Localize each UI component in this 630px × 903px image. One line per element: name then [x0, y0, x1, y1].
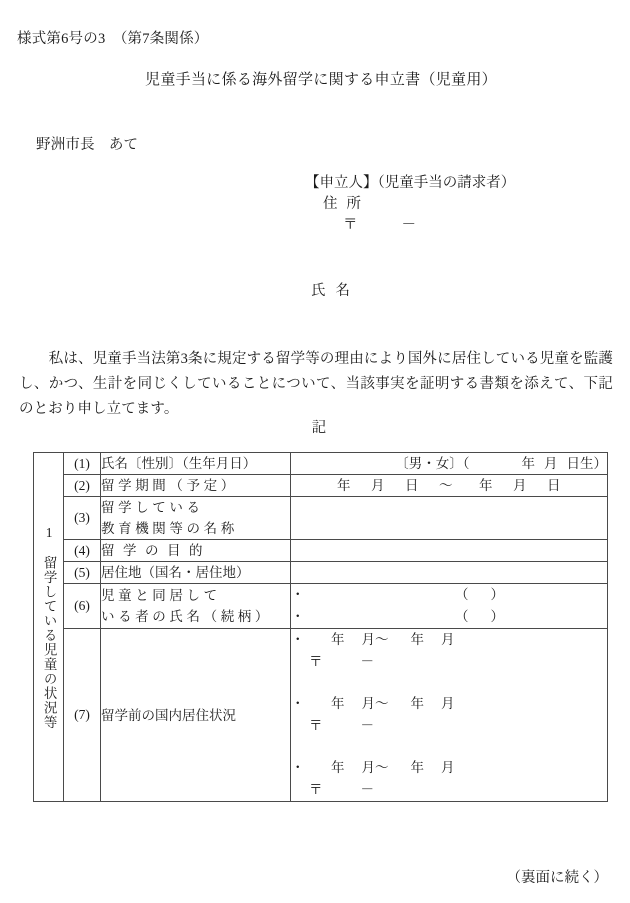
postal-dash: － [401, 217, 416, 233]
table-row [34, 453, 608, 475]
address-label-part-b: 所 [346, 196, 361, 212]
to-year-label: 年 [410, 760, 424, 775]
cohabitants-label-line2: いる者の氏名（続柄） [101, 609, 272, 624]
applicant-address-label [305, 194, 515, 215]
sex-choice: 〔男・女〕（ [395, 456, 470, 471]
applicant-name-label [311, 279, 350, 300]
cohabitant-entry-2 [291, 606, 607, 628]
ki-marker: 記 [311, 420, 327, 436]
table-row [34, 584, 608, 629]
from-year-label: 年 [331, 632, 345, 647]
birth-year-label: 年 [521, 456, 535, 471]
birth-month-label: 月 [544, 456, 558, 471]
postal-dash: － [360, 782, 374, 797]
row-number: (7) [64, 629, 101, 802]
bullet-icon: ・ [291, 696, 305, 711]
to-month-label: 月 [441, 696, 455, 711]
from-month-label: 月 [361, 632, 375, 647]
institution-label-line2: 教育機関等の名称 [101, 521, 238, 536]
page-title: 児童手当に係る海外留学に関する申立書（児童用） [145, 72, 497, 88]
row-label-institution [101, 497, 291, 540]
applicant-heading: 【申立人】（児童手当の請求者） [305, 175, 516, 191]
prior-residence-postal-3 [291, 779, 607, 801]
name-label-part-a: 氏 [311, 283, 326, 299]
postal-dash: － [360, 718, 374, 733]
name-label-part-b: 名 [335, 283, 350, 299]
section-label-cell [34, 453, 64, 802]
cohabitant-entry-1 [291, 584, 607, 606]
row-value-institution[interactable] [291, 497, 608, 540]
row-label-name-sex-birth: 氏名〔性別〕（生年月日） [101, 453, 291, 475]
row-label-purpose: 留学の目的 [101, 540, 291, 562]
bullet-icon: ・ [291, 587, 305, 602]
bullet-icon: ・ [291, 760, 305, 775]
form-code: 様式第6号の3 （第7条関係） [17, 31, 209, 47]
postal-mark-icon: 〒 [309, 654, 323, 669]
range-tilde: ～ [439, 478, 453, 493]
row-label-study-period: 留学期間（予定） [101, 475, 291, 497]
row-value-residence[interactable] [291, 562, 608, 584]
row-number: (1) [64, 453, 101, 475]
row-label-residence: 居住地（国名・居住地） [101, 562, 291, 584]
from-year-label: 年 [331, 760, 345, 775]
end-month-label: 月 [513, 478, 527, 493]
cohabitants-label-line1: 児童と同居して [101, 588, 221, 603]
addressee-suffix: あて [108, 137, 139, 153]
end-day-label: 日 [547, 478, 561, 493]
row-value-study-period[interactable] [291, 475, 608, 497]
relation-paren-close: ） [490, 587, 504, 602]
prior-residence-entry-1 [291, 629, 607, 673]
prior-residence-period-3 [291, 757, 607, 779]
row-value-name-sex-birth[interactable] [291, 453, 608, 475]
row-label-cohabitants [101, 584, 291, 629]
row-number: (3) [64, 497, 101, 540]
row-number: (2) [64, 475, 101, 497]
table-row [34, 540, 608, 562]
prior-residence-postal-2 [291, 715, 607, 737]
from-month-label: 月 [361, 696, 375, 711]
row-value-purpose[interactable] [291, 540, 608, 562]
relation-paren-open: （ [455, 587, 469, 602]
row-label-prior-residence: 留学前の国内居住状況 [101, 629, 291, 802]
row-value-prior-residence[interactable] [291, 629, 608, 802]
institution-label-line1: 留学している [101, 500, 204, 515]
row-number: (5) [64, 562, 101, 584]
section-label-vertical: 1 留学している児童の状況等 [41, 524, 57, 730]
to-year-label: 年 [410, 696, 424, 711]
bullet-icon: ・ [291, 609, 305, 624]
table-row [34, 562, 608, 584]
from-month-label: 月 [361, 760, 375, 775]
row-number: (6) [64, 584, 101, 629]
table-row [34, 497, 608, 540]
to-month-label: 月 [441, 760, 455, 775]
start-year-label: 年 [337, 478, 351, 493]
row-number: (4) [64, 540, 101, 562]
statement-paragraph: 私は、児童手当法第3条に規定する留学等の理由により国外に居住している児童を監護し、かつ、生計を同じくしていることについて、当該事実を証明する書類を添えて、下記のとおり申し立てます。 [19, 351, 613, 417]
relation-paren-open: （ [455, 609, 469, 624]
postal-mark-icon: 〒 [309, 782, 323, 797]
postal-dash: － [360, 654, 374, 669]
range-tilde: ～ [375, 696, 389, 711]
table-row [34, 629, 608, 802]
address-label-part-a: 住 [323, 196, 338, 212]
relation-paren-close: ） [490, 609, 504, 624]
applicant-postal-line [305, 215, 515, 236]
bullet-icon: ・ [291, 632, 305, 647]
postal-mark-icon: 〒 [343, 217, 358, 233]
birth-day-label: 日生） [566, 456, 607, 471]
range-tilde: ～ [375, 632, 389, 647]
addressee [36, 133, 138, 154]
start-day-label: 日 [405, 478, 419, 493]
addressee-name: 野洲市長 [36, 137, 95, 153]
prior-residence-period-2 [291, 693, 607, 715]
child-status-table [33, 452, 608, 802]
prior-residence-entry-2 [291, 693, 607, 737]
applicant-block [305, 173, 515, 236]
row-value-cohabitants[interactable] [291, 584, 608, 629]
prior-residence-postal-1 [291, 651, 607, 673]
table-row [34, 475, 608, 497]
prior-residence-entry-3 [291, 757, 607, 801]
continuation-note: （裏面に続く） [506, 870, 608, 886]
to-month-label: 月 [441, 632, 455, 647]
start-month-label: 月 [371, 478, 385, 493]
end-year-label: 年 [479, 478, 493, 493]
range-tilde: ～ [375, 760, 389, 775]
to-year-label: 年 [410, 632, 424, 647]
prior-residence-period-1 [291, 629, 607, 651]
postal-mark-icon: 〒 [309, 718, 323, 733]
from-year-label: 年 [331, 696, 345, 711]
